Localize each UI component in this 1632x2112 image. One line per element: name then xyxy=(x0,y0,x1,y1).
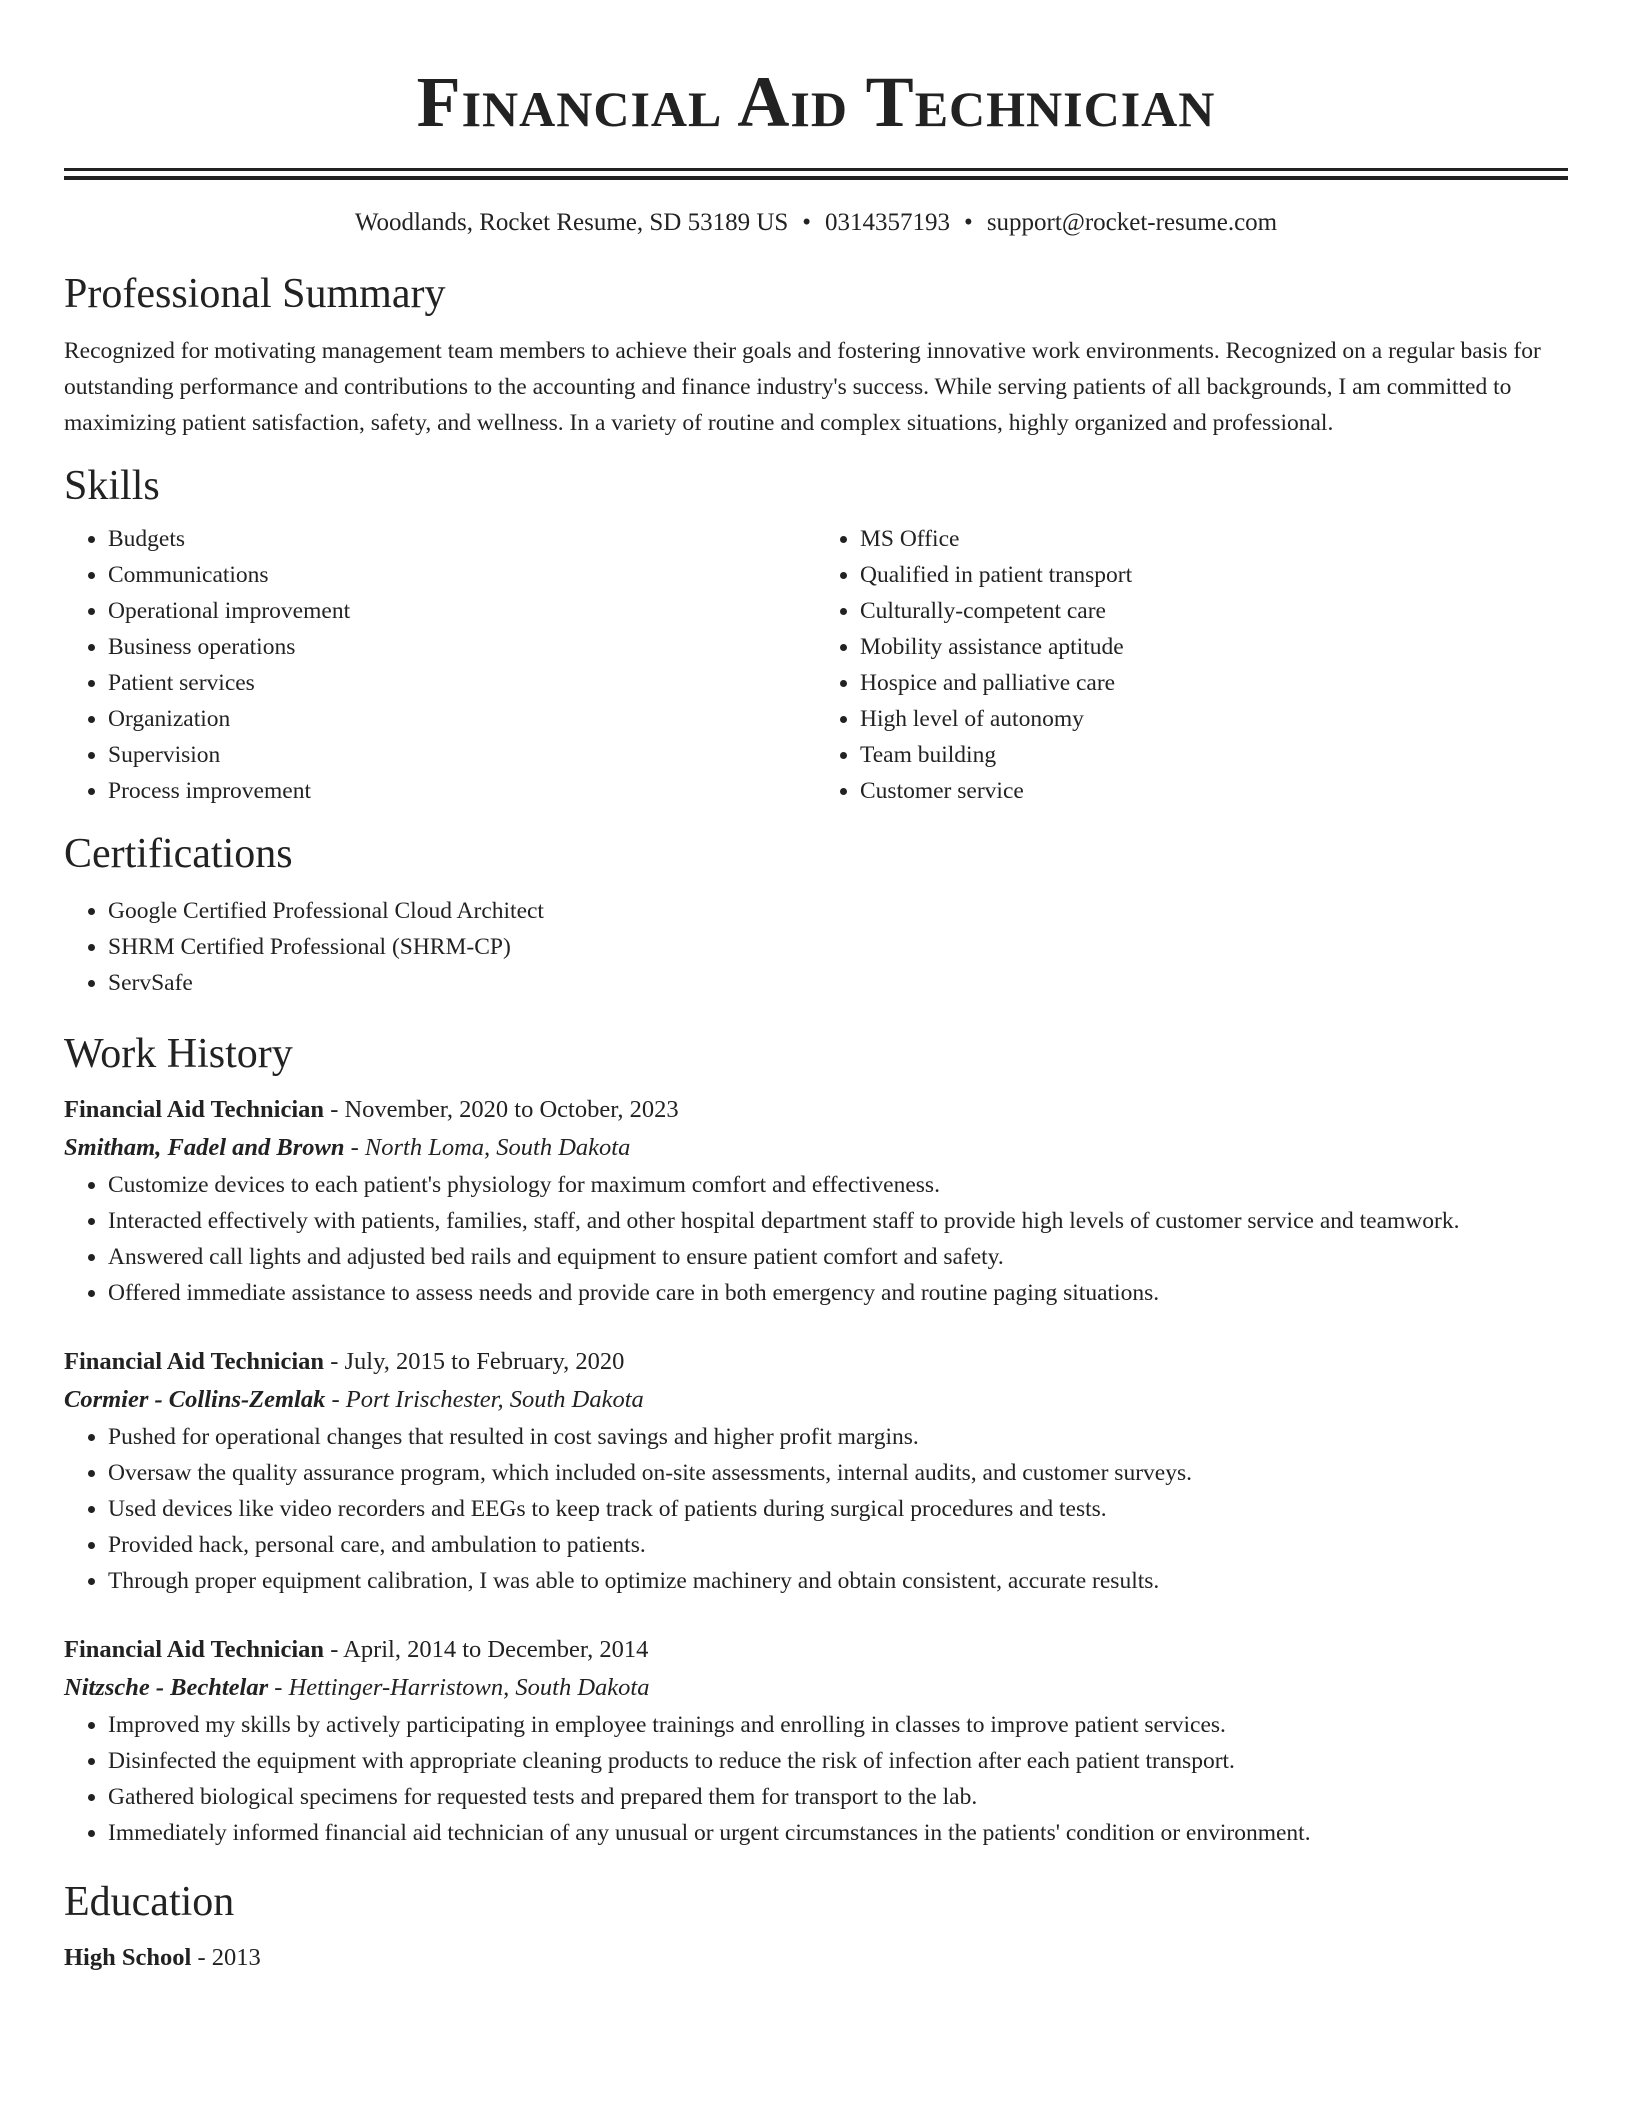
skill-item: • High level of autonomy xyxy=(860,701,1568,737)
job-duty: • Used devices like video recorders and EEGs to keep track of patients during surgical procedures and tests. xyxy=(108,1491,1568,1527)
skill-item: • Team building xyxy=(860,737,1568,773)
contact-line xyxy=(64,207,1568,239)
certifications-heading: Certifications xyxy=(64,831,293,877)
job-duty: • Through proper equipment calibration, I was able to optimize machinery and obtain consistent, accurate results. xyxy=(108,1563,1568,1599)
job-company: Smitham, Fadel and Brown xyxy=(64,1134,345,1161)
skill-item: • Organization xyxy=(108,701,816,737)
certification-item: • Google Certified Professional Cloud Architect xyxy=(108,893,1568,929)
job-location: - Hettinger-Harristown, South Dakota xyxy=(268,1674,650,1701)
contact-separator: • xyxy=(964,209,973,236)
job-dates: - July, 2015 to February, 2020 xyxy=(324,1348,625,1375)
job-dates: - April, 2014 to December, 2014 xyxy=(324,1636,649,1663)
resume-name: Financial Aid Technician xyxy=(416,62,1216,142)
skill-item: • Patient services xyxy=(108,665,816,701)
job-title: Financial Aid Technician xyxy=(64,1636,325,1663)
job-company: Cormier - Collins-Zemlak xyxy=(64,1386,326,1413)
skill-item: • Operational improvement xyxy=(108,593,816,629)
skill-item: • Culturally-competent care xyxy=(860,593,1568,629)
contact-address: Woodlands, Rocket Resume, SD 53189 US xyxy=(354,209,789,236)
summary-text: Recognized for motivating management team members to achieve their goals and fostering innovative work environments. Recognized on a regular basis for outstanding performance and contributions to the accounting and finance industry's success. While serving patients of all backgrounds, I am committed to maximizing patient satisfaction, safety, and wellness. In a variety of routine and complex situations, highly organized and professional. xyxy=(64,338,1541,436)
job-company-line xyxy=(64,1129,1568,1167)
skill-item: • Mobility assistance aptitude xyxy=(860,629,1568,665)
job-dates: - November, 2020 to October, 2023 xyxy=(324,1096,679,1123)
skill-item: • Hospice and palliative care xyxy=(860,665,1568,701)
certifications-list xyxy=(64,893,1568,1001)
job-title-line xyxy=(64,1631,1568,1669)
contact-separator: • xyxy=(802,209,812,236)
job-duty: • Gathered biological specimens for requested tests and prepared them for transport to the lab. xyxy=(108,1779,1568,1815)
job-duty: • Immediately informed financial aid technician of any unusual or urgent circumstances in the patients' condition or environment. xyxy=(108,1815,1568,1851)
education-year: - 2013 xyxy=(191,1944,261,1971)
skill-item: • Qualified in patient transport xyxy=(860,557,1568,593)
summary-heading: Professional Summary xyxy=(64,271,446,317)
job-duty: • Pushed for operational changes that resulted in cost savings and higher profit margins. xyxy=(108,1419,1568,1455)
job-duty: • Answered call lights and adjusted bed rails and equipment to ensure patient comfort and safety. xyxy=(108,1239,1568,1275)
job-location: - North Loma, South Dakota xyxy=(344,1134,631,1161)
skill-item: • Supervision xyxy=(108,737,816,773)
skill-item: • MS Office xyxy=(860,521,1568,557)
skills-columns xyxy=(64,521,1568,809)
header-divider xyxy=(64,168,1568,171)
skill-item: • Business operations xyxy=(108,629,816,665)
job-duties xyxy=(64,1167,1568,1311)
education-school: High School xyxy=(64,1944,192,1971)
skill-item: • Communications xyxy=(108,557,816,593)
skill-item: • Customer service xyxy=(860,773,1568,809)
skill-item: • Budgets xyxy=(108,521,816,557)
education-entry xyxy=(64,1939,1568,1977)
job-title: Financial Aid Technician xyxy=(64,1348,325,1375)
job-company-line xyxy=(64,1381,1568,1419)
job-duties xyxy=(64,1419,1568,1599)
skills-heading: Skills xyxy=(64,463,160,509)
job-duty: • Disinfected the equipment with appropriate cleaning products to reduce the risk of infection after each patient transport. xyxy=(108,1743,1568,1779)
job-location: - Port Irischester, South Dakota xyxy=(325,1386,644,1413)
skill-item: • Process improvement xyxy=(108,773,816,809)
job-duty: • Offered immediate assistance to assess needs and provide care in both emergency and routine paging situations. xyxy=(108,1275,1568,1311)
contact-phone: 0314357193 xyxy=(825,209,951,236)
job-title-line xyxy=(64,1091,1568,1129)
certification-item: • SHRM Certified Professional (SHRM-CP) xyxy=(108,929,1568,965)
certification-item: • ServSafe xyxy=(108,965,1568,1001)
skills-list-left xyxy=(64,521,816,809)
job-duty: • Interacted effectively with patients, families, staff, and other hospital department staff to provide high levels of customer service and teamwork. xyxy=(108,1203,1568,1239)
job-company: Nitzsche - Bechtelar xyxy=(64,1674,269,1701)
job-entry xyxy=(64,1631,1568,1851)
skills-list-right xyxy=(816,521,1568,809)
work-history-heading: Work History xyxy=(64,1031,293,1077)
job-title-line xyxy=(64,1343,1568,1381)
contact-email: support@rocket-resume.com xyxy=(986,209,1278,236)
job-duties xyxy=(64,1707,1568,1851)
resume-page xyxy=(64,0,1568,1977)
job-title: Financial Aid Technician xyxy=(64,1096,325,1123)
education-heading: Education xyxy=(64,1879,235,1925)
job-duty: • Improved my skills by actively participating in employee trainings and enrolling in classes to improve patient services. xyxy=(108,1707,1568,1743)
job-duty: • Provided hack, personal care, and ambulation to patients. xyxy=(108,1527,1568,1563)
job-entry xyxy=(64,1343,1568,1599)
job-entry xyxy=(64,1091,1568,1311)
job-duty: • Customize devices to each patient's physiology for maximum comfort and effectiveness. xyxy=(108,1167,1568,1203)
job-duty: • Oversaw the quality assurance program, which included on-site assessments, internal audits, and customer surveys. xyxy=(108,1455,1568,1491)
job-company-line xyxy=(64,1669,1568,1707)
